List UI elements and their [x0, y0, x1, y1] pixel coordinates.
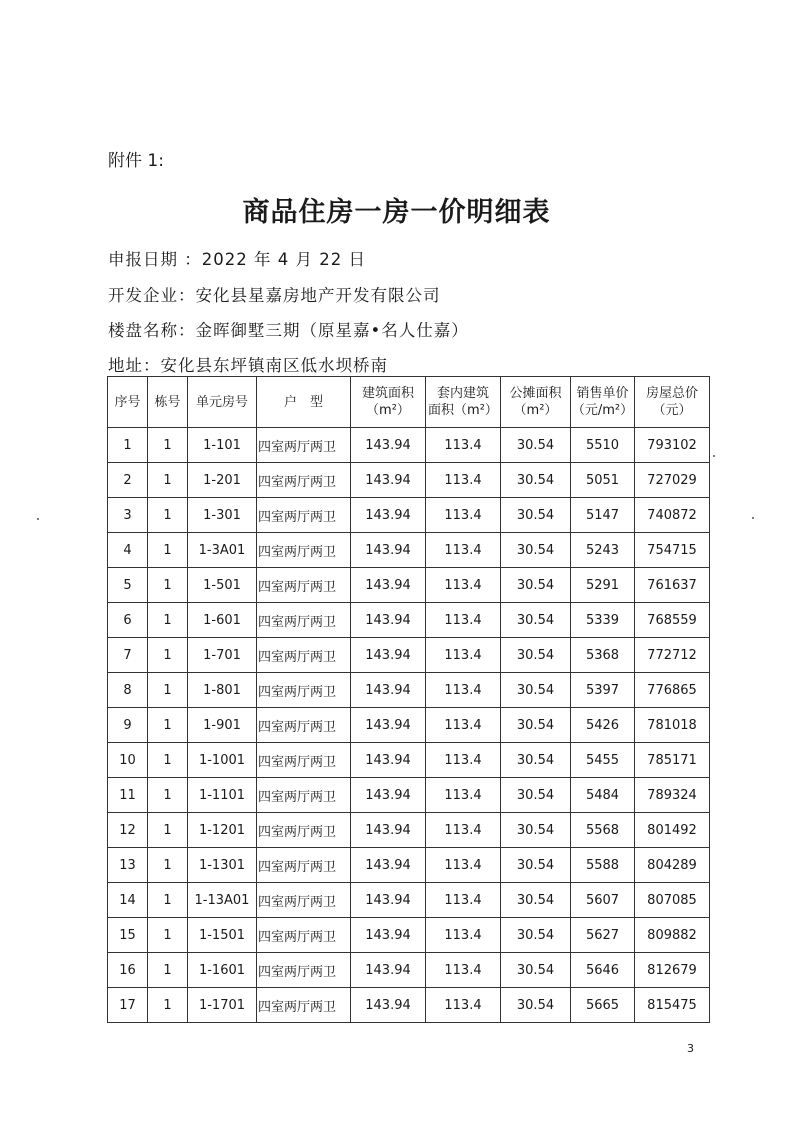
- cell-total-price: 789324: [635, 778, 710, 813]
- cell-unit: 1-1001: [188, 743, 257, 778]
- table-row: [108, 953, 710, 988]
- cell-gross-area: 143.94: [351, 533, 426, 568]
- cell-unit: 1-201: [188, 463, 257, 498]
- cell-seq: 13: [108, 848, 148, 883]
- cell-unit-price: 5147: [571, 498, 635, 533]
- cell-layout: 四室两厅两卫: [257, 638, 351, 673]
- cell-shared-area: 30.54: [501, 533, 571, 568]
- table-row: [108, 988, 710, 1023]
- cell-total-price: 761637: [635, 568, 710, 603]
- cell-unit-price: 5568: [571, 813, 635, 848]
- cell-shared-area: 30.54: [501, 603, 571, 638]
- cell-unit-price: 5426: [571, 708, 635, 743]
- table-row: [108, 883, 710, 918]
- cell-unit-price: 5051: [571, 463, 635, 498]
- cell-building: 1: [148, 463, 188, 498]
- cell-gross-area: 143.94: [351, 918, 426, 953]
- header-total-price: [635, 377, 710, 428]
- cell-total-price: 772712: [635, 638, 710, 673]
- cell-gross-area: 143.94: [351, 673, 426, 708]
- cell-unit-price: 5291: [571, 568, 635, 603]
- table-row: [108, 708, 710, 743]
- cell-inner-area: 113.4: [426, 848, 501, 883]
- table-body: [108, 428, 710, 1023]
- cell-total-price: 807085: [635, 883, 710, 918]
- cell-seq: 3: [108, 498, 148, 533]
- cell-layout: 四室两厅两卫: [257, 428, 351, 463]
- cell-unit-price: 5607: [571, 883, 635, 918]
- cell-layout: 四室两厅两卫: [257, 673, 351, 708]
- cell-unit: 1-101: [188, 428, 257, 463]
- cell-unit-price: 5243: [571, 533, 635, 568]
- header-text: 户 型: [283, 394, 323, 410]
- cell-layout: 四室两厅两卫: [257, 778, 351, 813]
- cell-unit-price: 5646: [571, 953, 635, 988]
- page-number: 3: [687, 1042, 694, 1055]
- cell-layout: 四室两厅两卫: [257, 568, 351, 603]
- cell-seq: 10: [108, 743, 148, 778]
- cell-inner-area: 113.4: [426, 638, 501, 673]
- cell-seq: 16: [108, 953, 148, 988]
- cell-building: 1: [148, 603, 188, 638]
- cell-total-price: 815475: [635, 988, 710, 1023]
- header-text: 栋号: [154, 394, 181, 410]
- cell-unit: 1-1201: [188, 813, 257, 848]
- cell-unit: 1-901: [188, 708, 257, 743]
- cell-gross-area: 143.94: [351, 708, 426, 743]
- table-row: [108, 603, 710, 638]
- cell-inner-area: 113.4: [426, 813, 501, 848]
- cell-shared-area: 30.54: [501, 638, 571, 673]
- cell-total-price: 804289: [635, 848, 710, 883]
- header-unit: [188, 377, 257, 428]
- cell-unit: 1-501: [188, 568, 257, 603]
- cell-shared-area: 30.54: [501, 953, 571, 988]
- cell-gross-area: 143.94: [351, 498, 426, 533]
- table-row: [108, 428, 710, 463]
- cell-gross-area: 143.94: [351, 428, 426, 463]
- cell-gross-area: 143.94: [351, 848, 426, 883]
- cell-shared-area: 30.54: [501, 778, 571, 813]
- table-row: [108, 568, 710, 603]
- cell-gross-area: 143.94: [351, 568, 426, 603]
- cell-unit-price: 5339: [571, 603, 635, 638]
- cell-building: 1: [148, 848, 188, 883]
- cell-layout: 四室两厅两卫: [257, 953, 351, 988]
- cell-shared-area: 30.54: [501, 673, 571, 708]
- cell-gross-area: 143.94: [351, 778, 426, 813]
- cell-shared-area: 30.54: [501, 708, 571, 743]
- cell-gross-area: 143.94: [351, 883, 426, 918]
- cell-seq: 5: [108, 568, 148, 603]
- cell-unit-price: 5665: [571, 988, 635, 1023]
- cell-layout: 四室两厅两卫: [257, 708, 351, 743]
- cell-total-price: 793102: [635, 428, 710, 463]
- cell-gross-area: 143.94: [351, 638, 426, 673]
- cell-total-price: 740872: [635, 498, 710, 533]
- cell-seq: 1: [108, 428, 148, 463]
- cell-inner-area: 113.4: [426, 428, 501, 463]
- price-table: [107, 376, 710, 1023]
- cell-seq: 6: [108, 603, 148, 638]
- cell-unit: 1-601: [188, 603, 257, 638]
- project-name: 楼盘名称：金晖御墅三期（原星嘉•名人仕嘉）: [108, 321, 469, 340]
- cell-seq: 14: [108, 883, 148, 918]
- cell-total-price: 809882: [635, 918, 710, 953]
- cell-total-price: 776865: [635, 673, 710, 708]
- cell-shared-area: 30.54: [501, 428, 571, 463]
- cell-seq: 7: [108, 638, 148, 673]
- table-row: [108, 533, 710, 568]
- cell-layout: 四室两厅两卫: [257, 883, 351, 918]
- header-text: （m²）: [366, 403, 410, 418]
- cell-inner-area: 113.4: [426, 778, 501, 813]
- table-row: [108, 848, 710, 883]
- cell-building: 1: [148, 638, 188, 673]
- header-inner-area: [426, 377, 501, 428]
- cell-layout: 四室两厅两卫: [257, 533, 351, 568]
- cell-shared-area: 30.54: [501, 883, 571, 918]
- cell-inner-area: 113.4: [426, 533, 501, 568]
- cell-unit: 1-301: [188, 498, 257, 533]
- cell-gross-area: 143.94: [351, 953, 426, 988]
- cell-seq: 2: [108, 463, 148, 498]
- cell-building: 1: [148, 918, 188, 953]
- header-text: 公摊面积: [509, 386, 562, 401]
- cell-layout: 四室两厅两卫: [257, 813, 351, 848]
- cell-inner-area: 113.4: [426, 918, 501, 953]
- cell-shared-area: 30.54: [501, 463, 571, 498]
- cell-inner-area: 113.4: [426, 498, 501, 533]
- table-row: [108, 463, 710, 498]
- attachment-label: 附件 1:: [108, 151, 164, 171]
- scan-speck: [713, 455, 715, 457]
- header-text: 房屋总价: [645, 386, 698, 401]
- table-row: [108, 638, 710, 673]
- table-row: [108, 673, 710, 708]
- cell-unit-price: 5588: [571, 848, 635, 883]
- cell-gross-area: 143.94: [351, 463, 426, 498]
- cell-gross-area: 143.94: [351, 813, 426, 848]
- cell-building: 1: [148, 708, 188, 743]
- document-title: 商品住房一房一价明细表: [242, 197, 551, 228]
- header-shared-area: [501, 377, 571, 428]
- cell-unit: 1-1601: [188, 953, 257, 988]
- cell-shared-area: 30.54: [501, 498, 571, 533]
- cell-building: 1: [148, 568, 188, 603]
- cell-building: 1: [148, 533, 188, 568]
- header-text: 面积（m²）: [428, 403, 498, 418]
- cell-total-price: 768559: [635, 603, 710, 638]
- cell-unit-price: 5455: [571, 743, 635, 778]
- header-text: 销售单价: [576, 386, 629, 401]
- cell-layout: 四室两厅两卫: [257, 988, 351, 1023]
- cell-shared-area: 30.54: [501, 568, 571, 603]
- cell-gross-area: 143.94: [351, 743, 426, 778]
- cell-shared-area: 30.54: [501, 743, 571, 778]
- header-text: 套内建筑: [436, 386, 489, 401]
- header-text: （m²）: [513, 403, 558, 418]
- cell-total-price: 754715: [635, 533, 710, 568]
- cell-building: 1: [148, 743, 188, 778]
- cell-seq: 15: [108, 918, 148, 953]
- cell-building: 1: [148, 673, 188, 708]
- cell-seq: 9: [108, 708, 148, 743]
- cell-inner-area: 113.4: [426, 463, 501, 498]
- cell-seq: 11: [108, 778, 148, 813]
- cell-unit-price: 5368: [571, 638, 635, 673]
- cell-unit: 1-1101: [188, 778, 257, 813]
- cell-total-price: 781018: [635, 708, 710, 743]
- header-layout: [257, 377, 351, 428]
- scan-speck: [37, 518, 39, 520]
- header-unit-price: [571, 377, 635, 428]
- cell-unit-price: 5627: [571, 918, 635, 953]
- cell-layout: 四室两厅两卫: [257, 463, 351, 498]
- cell-shared-area: 30.54: [501, 848, 571, 883]
- cell-building: 1: [148, 988, 188, 1023]
- cell-gross-area: 143.94: [351, 988, 426, 1023]
- cell-inner-area: 113.4: [426, 603, 501, 638]
- cell-unit: 1-1701: [188, 988, 257, 1023]
- cell-unit: 1-3A01: [188, 533, 257, 568]
- cell-total-price: 727029: [635, 463, 710, 498]
- cell-shared-area: 30.54: [501, 813, 571, 848]
- table-header-row: [108, 377, 710, 428]
- cell-unit: 1-701: [188, 638, 257, 673]
- header-seq: [108, 377, 148, 428]
- header-building: [148, 377, 188, 428]
- cell-seq: 17: [108, 988, 148, 1023]
- cell-seq: 8: [108, 673, 148, 708]
- header-text: 建筑面积: [361, 386, 414, 401]
- cell-unit-price: 5397: [571, 673, 635, 708]
- cell-shared-area: 30.54: [501, 988, 571, 1023]
- cell-inner-area: 113.4: [426, 743, 501, 778]
- table-row: [108, 743, 710, 778]
- cell-seq: 12: [108, 813, 148, 848]
- cell-inner-area: 113.4: [426, 708, 501, 743]
- cell-building: 1: [148, 778, 188, 813]
- cell-total-price: 785171: [635, 743, 710, 778]
- developer-name: 开发企业：安化县星嘉房地产开发有限公司: [108, 286, 441, 305]
- table-row: [108, 813, 710, 848]
- cell-building: 1: [148, 498, 188, 533]
- table-row: [108, 778, 710, 813]
- cell-unit: 1-1301: [188, 848, 257, 883]
- cell-layout: 四室两厅两卫: [257, 848, 351, 883]
- header-text: （元）: [652, 403, 692, 418]
- project-address: 地址：安化县东坪镇南区低水坝桥南: [108, 356, 388, 375]
- cell-gross-area: 143.94: [351, 603, 426, 638]
- scan-speck: [752, 517, 754, 519]
- cell-unit-price: 5510: [571, 428, 635, 463]
- cell-inner-area: 113.4: [426, 673, 501, 708]
- cell-building: 1: [148, 428, 188, 463]
- cell-building: 1: [148, 953, 188, 988]
- cell-unit: 1-801: [188, 673, 257, 708]
- cell-unit: 1-1501: [188, 918, 257, 953]
- cell-inner-area: 113.4: [426, 953, 501, 988]
- table-row: [108, 918, 710, 953]
- cell-seq: 4: [108, 533, 148, 568]
- cell-building: 1: [148, 813, 188, 848]
- cell-inner-area: 113.4: [426, 988, 501, 1023]
- cell-unit: 1-13A01: [188, 883, 257, 918]
- cell-inner-area: 113.4: [426, 568, 501, 603]
- cell-layout: 四室两厅两卫: [257, 498, 351, 533]
- cell-unit-price: 5484: [571, 778, 635, 813]
- table-row: [108, 498, 710, 533]
- cell-layout: 四室两厅两卫: [257, 743, 351, 778]
- cell-layout: 四室两厅两卫: [257, 918, 351, 953]
- cell-total-price: 801492: [635, 813, 710, 848]
- header-text: （元/m²）: [571, 403, 634, 418]
- cell-total-price: 812679: [635, 953, 710, 988]
- header-gross-area: [351, 377, 426, 428]
- cell-building: 1: [148, 883, 188, 918]
- cell-shared-area: 30.54: [501, 918, 571, 953]
- cell-inner-area: 113.4: [426, 883, 501, 918]
- cell-layout: 四室两厅两卫: [257, 603, 351, 638]
- header-text: 单元房号: [195, 394, 248, 410]
- header-text: 序号: [114, 394, 141, 410]
- report-date: 申报日期 ：2022 年 4 月 22 日: [108, 250, 366, 269]
